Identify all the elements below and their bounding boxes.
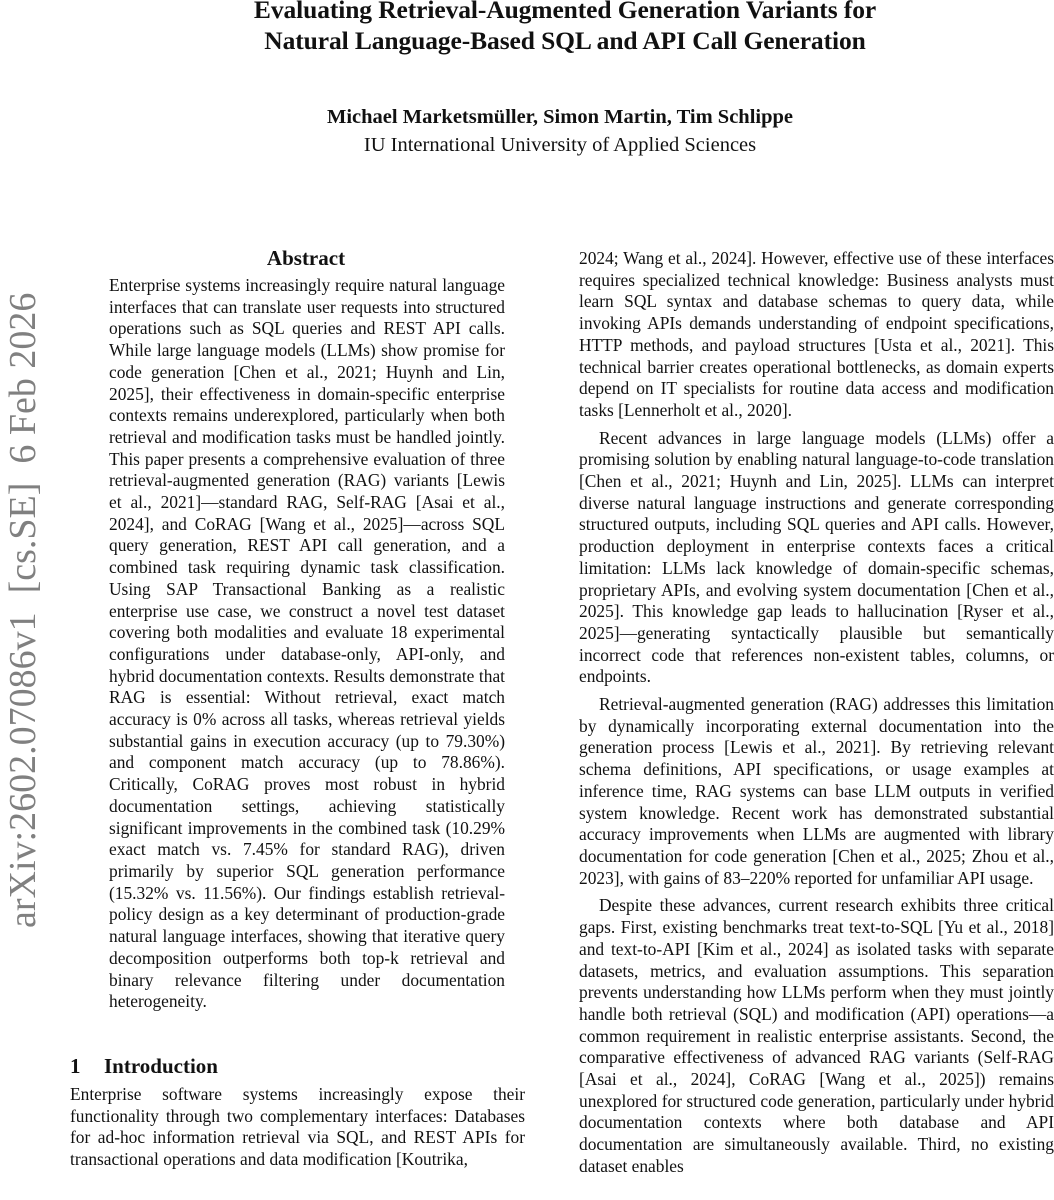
title-line-2: Natural Language-Based SQL and API Call Generation (264, 26, 866, 55)
abstract-heading: Abstract (266, 246, 346, 270)
paper-title (0, 0, 1054, 56)
section-title: Introduction (104, 1054, 218, 1078)
section-heading-introduction (70, 1053, 218, 1079)
arxiv-identifier-stamp: arXiv:2602.07086v1 [cs.SE] 6 Feb 2026 (2, 292, 44, 928)
affiliation: IU International University of Applied Sciences (363, 134, 757, 156)
section-number: 1 (70, 1054, 81, 1078)
author-list: Michael Marketsmüller, Simon Martin, Tim Schlippe (327, 106, 793, 128)
intro-paragraph-3: Retrieval-augmented generation (RAG) addresses this limitation by dynamically incorporating external documentation into the generation process [Lewis et al., 2021]. By retrieving relevant schema definitions, API specifications, or usage examples at inference time, RAG systems can base LLM outputs in verified system knowledge. Recent work has demonstrated substantial accuracy improvements when LLMs are augmented with library documentation for code generation [Chen et al., 2025; Zhou et al., 2023], with gains of 83–220% reported for unfamiliar API usage. (579, 694, 1054, 888)
right-column (579, 248, 1054, 1178)
intro-paragraph-4: Despite these advances, current research exhibits three critical gaps. First, existing benchmarks treat text-to-SQL [Yu et al., 2018] and text-to-API [Kim et al., 2024] as isolated tasks with separate datasets, metrics, and evaluation assumptions. This separation prevents understanding how LLMs perform when they must jointly handle both retrieval (SQL) and modification (API) operations—a common requirement in realistic enterprise assistants. Second, the comparative effectiveness of advanced RAG variants (Self-RAG [Asai et al., 2024], CoRAG [Wang et al., 2025]) remains unexplored for structured code generation, particularly under hybrid documentation contexts where both database and API documentation are simultaneously available. Third, no existing dataset enables (579, 895, 1054, 1176)
abstract-text: Enterprise systems increasingly require natural language interfaces that can translate user requests into structured operations such as SQL queries and REST API calls. While large language models (LLMs) show promise for code generation [Chen et al., 2021; Huynh and Lin, 2025], their effectiveness in domain-specific enterprise contexts remains underexplored, particularly when both retrieval and modification tasks must be handled jointly. This paper presents a comprehensive evaluation of three retrieval-augmented generation (RAG) variants [Lewis et al., 2021]—standard RAG, Self-RAG [Asai et al., 2024], and CoRAG [Wang et al., 2025]—across SQL query generation, REST API call generation, and a combined task requiring dynamic task classification. Using SAP Transactional Banking as a realistic enterprise use case, we construct a novel test dataset covering both modalities and evaluate 18 experimental configurations under database-only, API-only, and hybrid documentation contexts. Results demonstrate that RAG is essential: Without retrieval, exact match accuracy is 0% across all tasks, whereas retrieval yields substantial gains in execution accuracy (up to 79.30%) and component match accuracy (up to 78.86%). Critically, CoRAG proves most robust in hybrid documentation settings, achieving statistically significant improvements in the combined task (10.29% exact match vs. 7.45% for standard RAG), driven primarily by superior SQL generation performance (15.32% vs. 11.56%). Our findings establish retrieval-policy design as a key determinant of production-grade natural language interfaces, showing that iterative query decomposition outperforms both top-k retrieval and binary relevance filtering under documentation heterogeneity. (109, 275, 505, 1012)
intro-paragraph-2: Recent advances in large language models (LLMs) offer a promising solution by enabling natural language-to-code translation [Chen et al., 2021; Huynh and Lin, 2025]. LLMs can interpret diverse natural language instructions and generate corresponding structured outputs, including SQL queries and API calls. However, production deployment in enterprise contexts faces a critical limitation: LLMs lack knowledge of domain-specific schemas, proprietary APIs, and evolving system documentation [Chen et al., 2025]. This knowledge gap leads to hallucination [Ryser et al., 2025]—generating syntactically plausible but semantically incorrect code that references non-existent tables, columns, or endpoints. (579, 427, 1054, 687)
introduction-left-column (70, 1084, 525, 1171)
intro-paragraph-1-continued: 2024; Wang et al., 2024]. However, effective use of these interfaces requires specialized technical knowledge: Business analysts must learn SQL syntax and database schemas to query data, while invoking APIs demands understanding of endpoint specifications, HTTP methods, and payload structures [Usta et al., 2021]. This technical barrier creates operational bottlenecks, as domain experts depend on IT specialists for routine data access and modification tasks [Lennerholt et al., 2020]. (579, 248, 1054, 420)
intro-paragraph-1-start: Enterprise software systems increasingly expose their functionality through two complementary interfaces: Databases for ad-hoc information retrieval via SQL, and REST APIs for transactional operations and data modification [Koutrika, (70, 1084, 525, 1170)
abstract-body (109, 275, 505, 1013)
title-line-1: Evaluating Retrieval-Augmented Generation Variants for (253, 0, 877, 24)
